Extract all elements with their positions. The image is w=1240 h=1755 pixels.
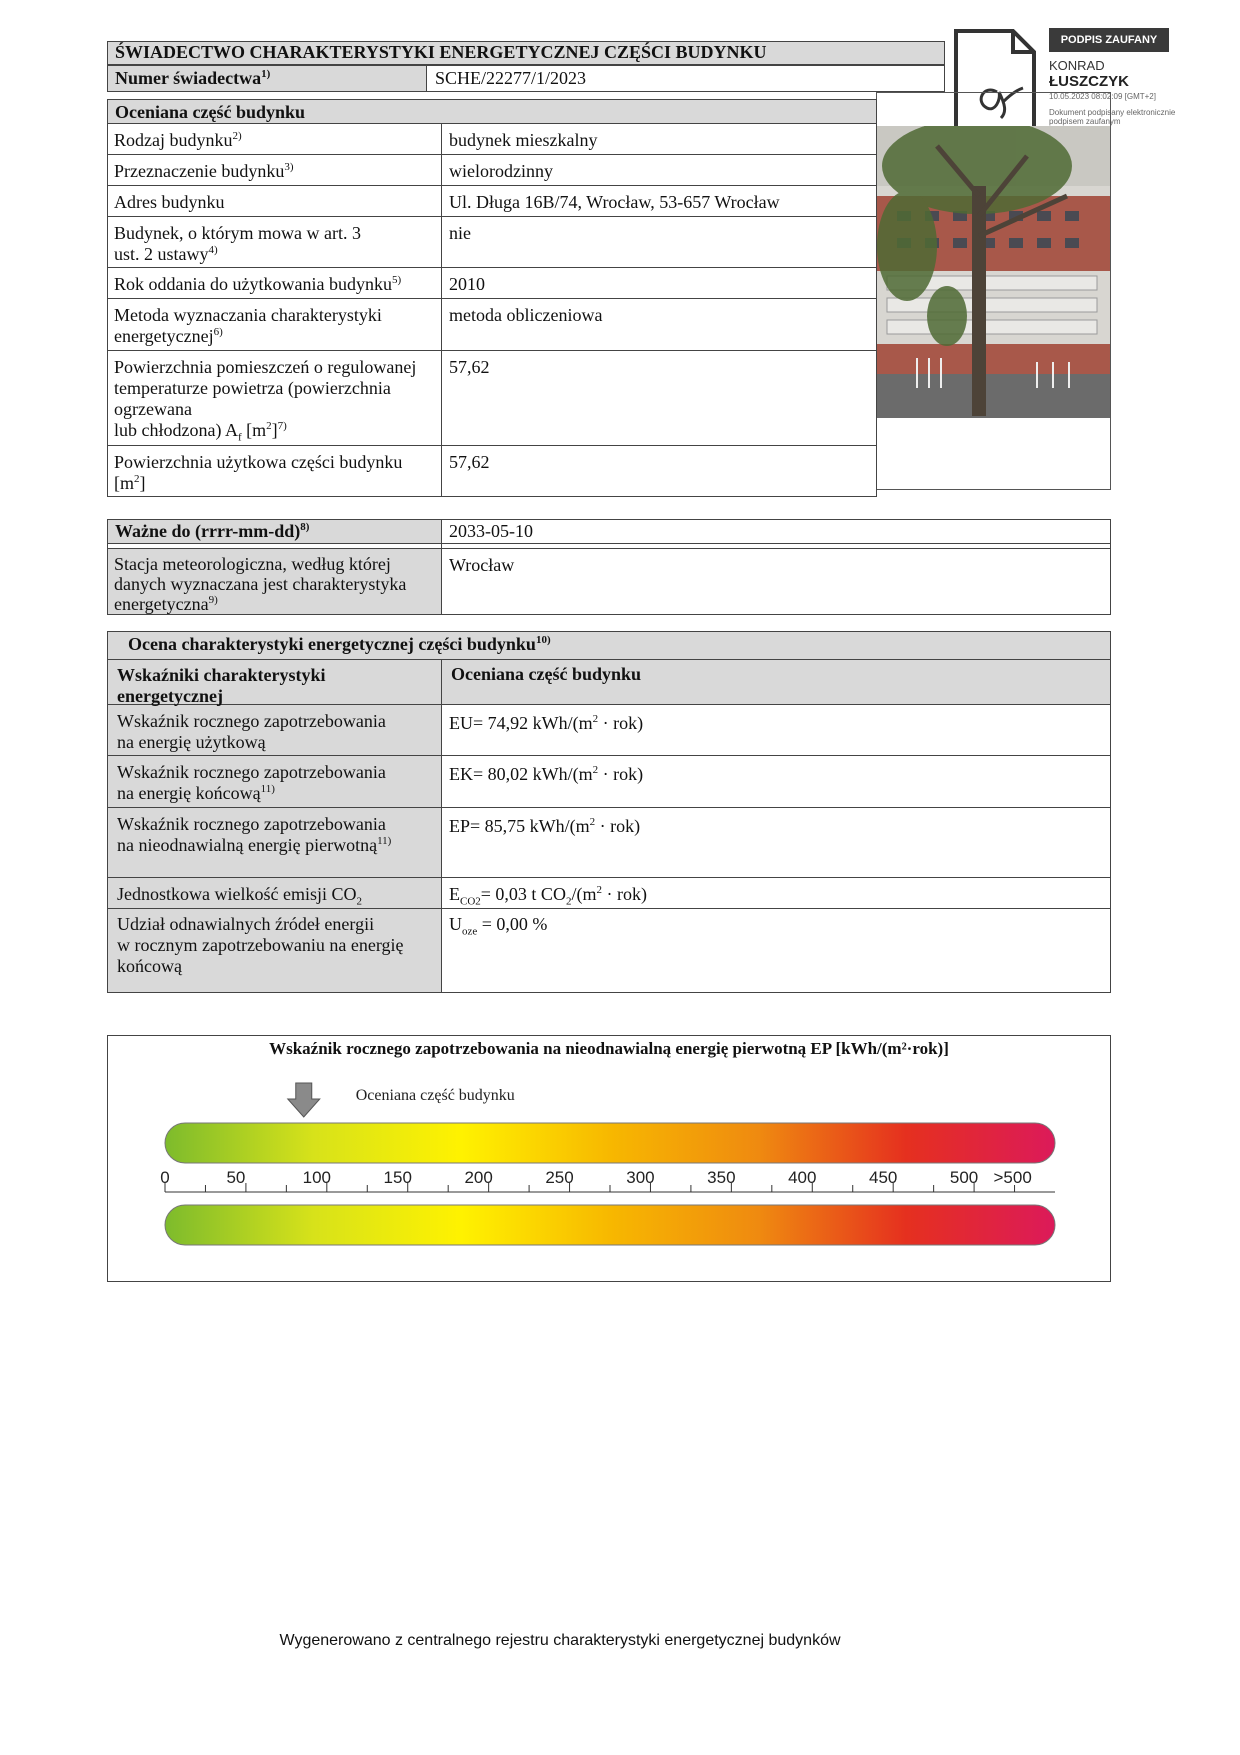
weather-station-label: Stacja meteorologiczna, według której danych wyznaczana jest charakterystyka energetyczna$^{9)}$ (114, 554, 407, 614)
signature-note-line2: podpisem zaufanym (1049, 117, 1121, 126)
building-type-label: Rodzaj budynku$^{2)}$ (114, 130, 242, 150)
divider (107, 548, 1111, 549)
co2-emission-value: $E_{CO2}= 0,03$ t $CO_2/(m^2 \cdot rok)$ (449, 884, 647, 908)
eu-indicator-label: Wskaźnik rocznego zapotrzebowania na energię użytkową (117, 711, 386, 752)
certificate-number-label: Numer świadectwa$^{1)}$ (115, 68, 271, 88)
ep-indicator-label: Wskaźnik rocznego zapotrzebowania na nieodnawialną energię pierwotną$^{11)}$ (117, 814, 392, 855)
ep-scale-bar-bottom (165, 1205, 1055, 1245)
building-year-value: 2010 (449, 274, 485, 294)
certificate-title: ŚWIADECTWO CHARAKTERYSTYKI ENERGETYCZNEJ CZĘŚCI BUDYNKU (115, 42, 767, 62)
building-purpose-label: Przeznaczenie budynku$^{3)}$ (114, 161, 294, 181)
building-address-value: Ul. Długa 16B/74, Wrocław, 53-657 Wrocław (449, 192, 780, 212)
ep-scale-tick-label: 200 (464, 1168, 493, 1187)
building-art3-value: nie (449, 223, 471, 243)
building-section-title: Oceniana część budynku (115, 102, 306, 122)
building-art3-label: Budynek, o którym mowa w art. 3 ust. 2 ustawy$^{4)}$ (114, 223, 361, 264)
building-address-label: Adres budynku (114, 192, 225, 212)
assessment-title: Ocena charakterystyki energetycznej części budynku$^{10)}$ (128, 634, 551, 654)
ek-indicator-value: EK= 80,02 kWh/$(m^2 \cdot rok)$ (449, 764, 644, 784)
building-heated-area-label: Powierzchnia pomieszczeń o regulowanej temperaturze powietrza (powierzchnia ogrzewana lub chłodzona) $A_f$ $[m^2]^{7)}$ (114, 357, 417, 444)
ep-scale-tick-label: 300 (626, 1168, 655, 1187)
building-method-label: Metoda wyznaczania charakterystyki energetycznej$^{6)}$ (114, 305, 382, 346)
signer-first-name: KONRAD (1049, 58, 1105, 73)
building-year-label: Rok oddania do użytkowania budynku$^{5)}$ (114, 274, 402, 294)
divider (107, 123, 877, 124)
ep-scale-tick-label: 100 (302, 1168, 332, 1187)
ep-marker-arrow (288, 1083, 320, 1117)
signature-note-line1: Dokument podpisany elektronicznie (1049, 108, 1176, 117)
renewable-share-label: Udział odnawialnych źródeł energii w rocznym zapotrzebowaniu na energię końcową (117, 914, 404, 976)
building-type-value: budynek mieszkalny (449, 130, 598, 150)
indicators-column-header: Wskaźniki charakterystyki energetycznej (117, 665, 326, 706)
building-purpose-value: wielorodzinny (449, 161, 553, 181)
ep-scale-tick-label: 50 (226, 1168, 246, 1187)
assessed-part-column-header: Oceniana część budynku (451, 664, 642, 684)
ep-scale-tick-label: 250 (545, 1168, 574, 1187)
co2-emission-label: Jednostkowa wielkość emisji $CO_2$ (117, 884, 362, 908)
weather-station-value: Wrocław (449, 555, 515, 575)
ep-scale-tick-label: 150 (383, 1168, 412, 1187)
renewable-share-value: $U_{oze} = 0,00$ % (449, 914, 548, 938)
eu-indicator-value: EU= 74,92 kWh/$(m^2 \cdot rok)$ (449, 713, 644, 733)
building-photo (877, 126, 1110, 418)
valid-until-label: Ważne do (rrrr-mm-dd)$^{8)}$ (115, 521, 310, 541)
building-heated-area-value: 57,62 (449, 357, 490, 377)
building-usable-area-value: 57,62 (449, 452, 490, 472)
ep-marker-label: Oceniana część budynku (355, 1087, 515, 1104)
ep-scale-tick-label: 450 (868, 1168, 898, 1187)
certificate-number-value: SCHE/22277/1/2023 (435, 68, 587, 88)
signature-timestamp: 10.05.2023 08:02:09 [GMT+2] (1049, 92, 1156, 101)
ep-scale-tick-label: 500 (949, 1168, 979, 1187)
ep-scale-tick-label: 350 (707, 1168, 736, 1187)
ep-scale-graphic (150, 1075, 1070, 1255)
ek-indicator-label: Wskaźnik rocznego zapotrzebowania na energię końcową$^{11)}$ (117, 762, 386, 803)
trusted-signature-badge: PODPIS ZAUFANY (1049, 28, 1169, 52)
valid-until-value: 2033-05-10 (449, 521, 533, 541)
ep-scale-title: Wskaźnik rocznego zapotrzebowania na nieodnawialną energię pierwotną EP [kWh/(m²·rok)] (269, 1039, 949, 1058)
building-method-value: metoda obliczeniowa (449, 305, 603, 325)
ep-indicator-value: EP= 85,75 kWh/$(m^2 \cdot rok)$ (449, 816, 641, 836)
divider (107, 877, 1111, 878)
signer-last-name: ŁUSZCZYK (1049, 73, 1129, 90)
ep-scale-tick-label: 0 (160, 1168, 170, 1187)
ep-scale-bar-top (165, 1123, 1055, 1163)
building-usable-area-label: Powierzchnia użytkowa części budynku $[m^2]$ (114, 452, 403, 493)
ep-scale-tick-label: >500 (993, 1168, 1032, 1187)
divider (107, 543, 1111, 544)
divider (107, 445, 877, 446)
footer-generated-note: Wygenerowano z centralnego rejestru charakterystyki energetycznej budynków (279, 1632, 841, 1649)
ep-scale-tick-label: 400 (788, 1168, 817, 1187)
